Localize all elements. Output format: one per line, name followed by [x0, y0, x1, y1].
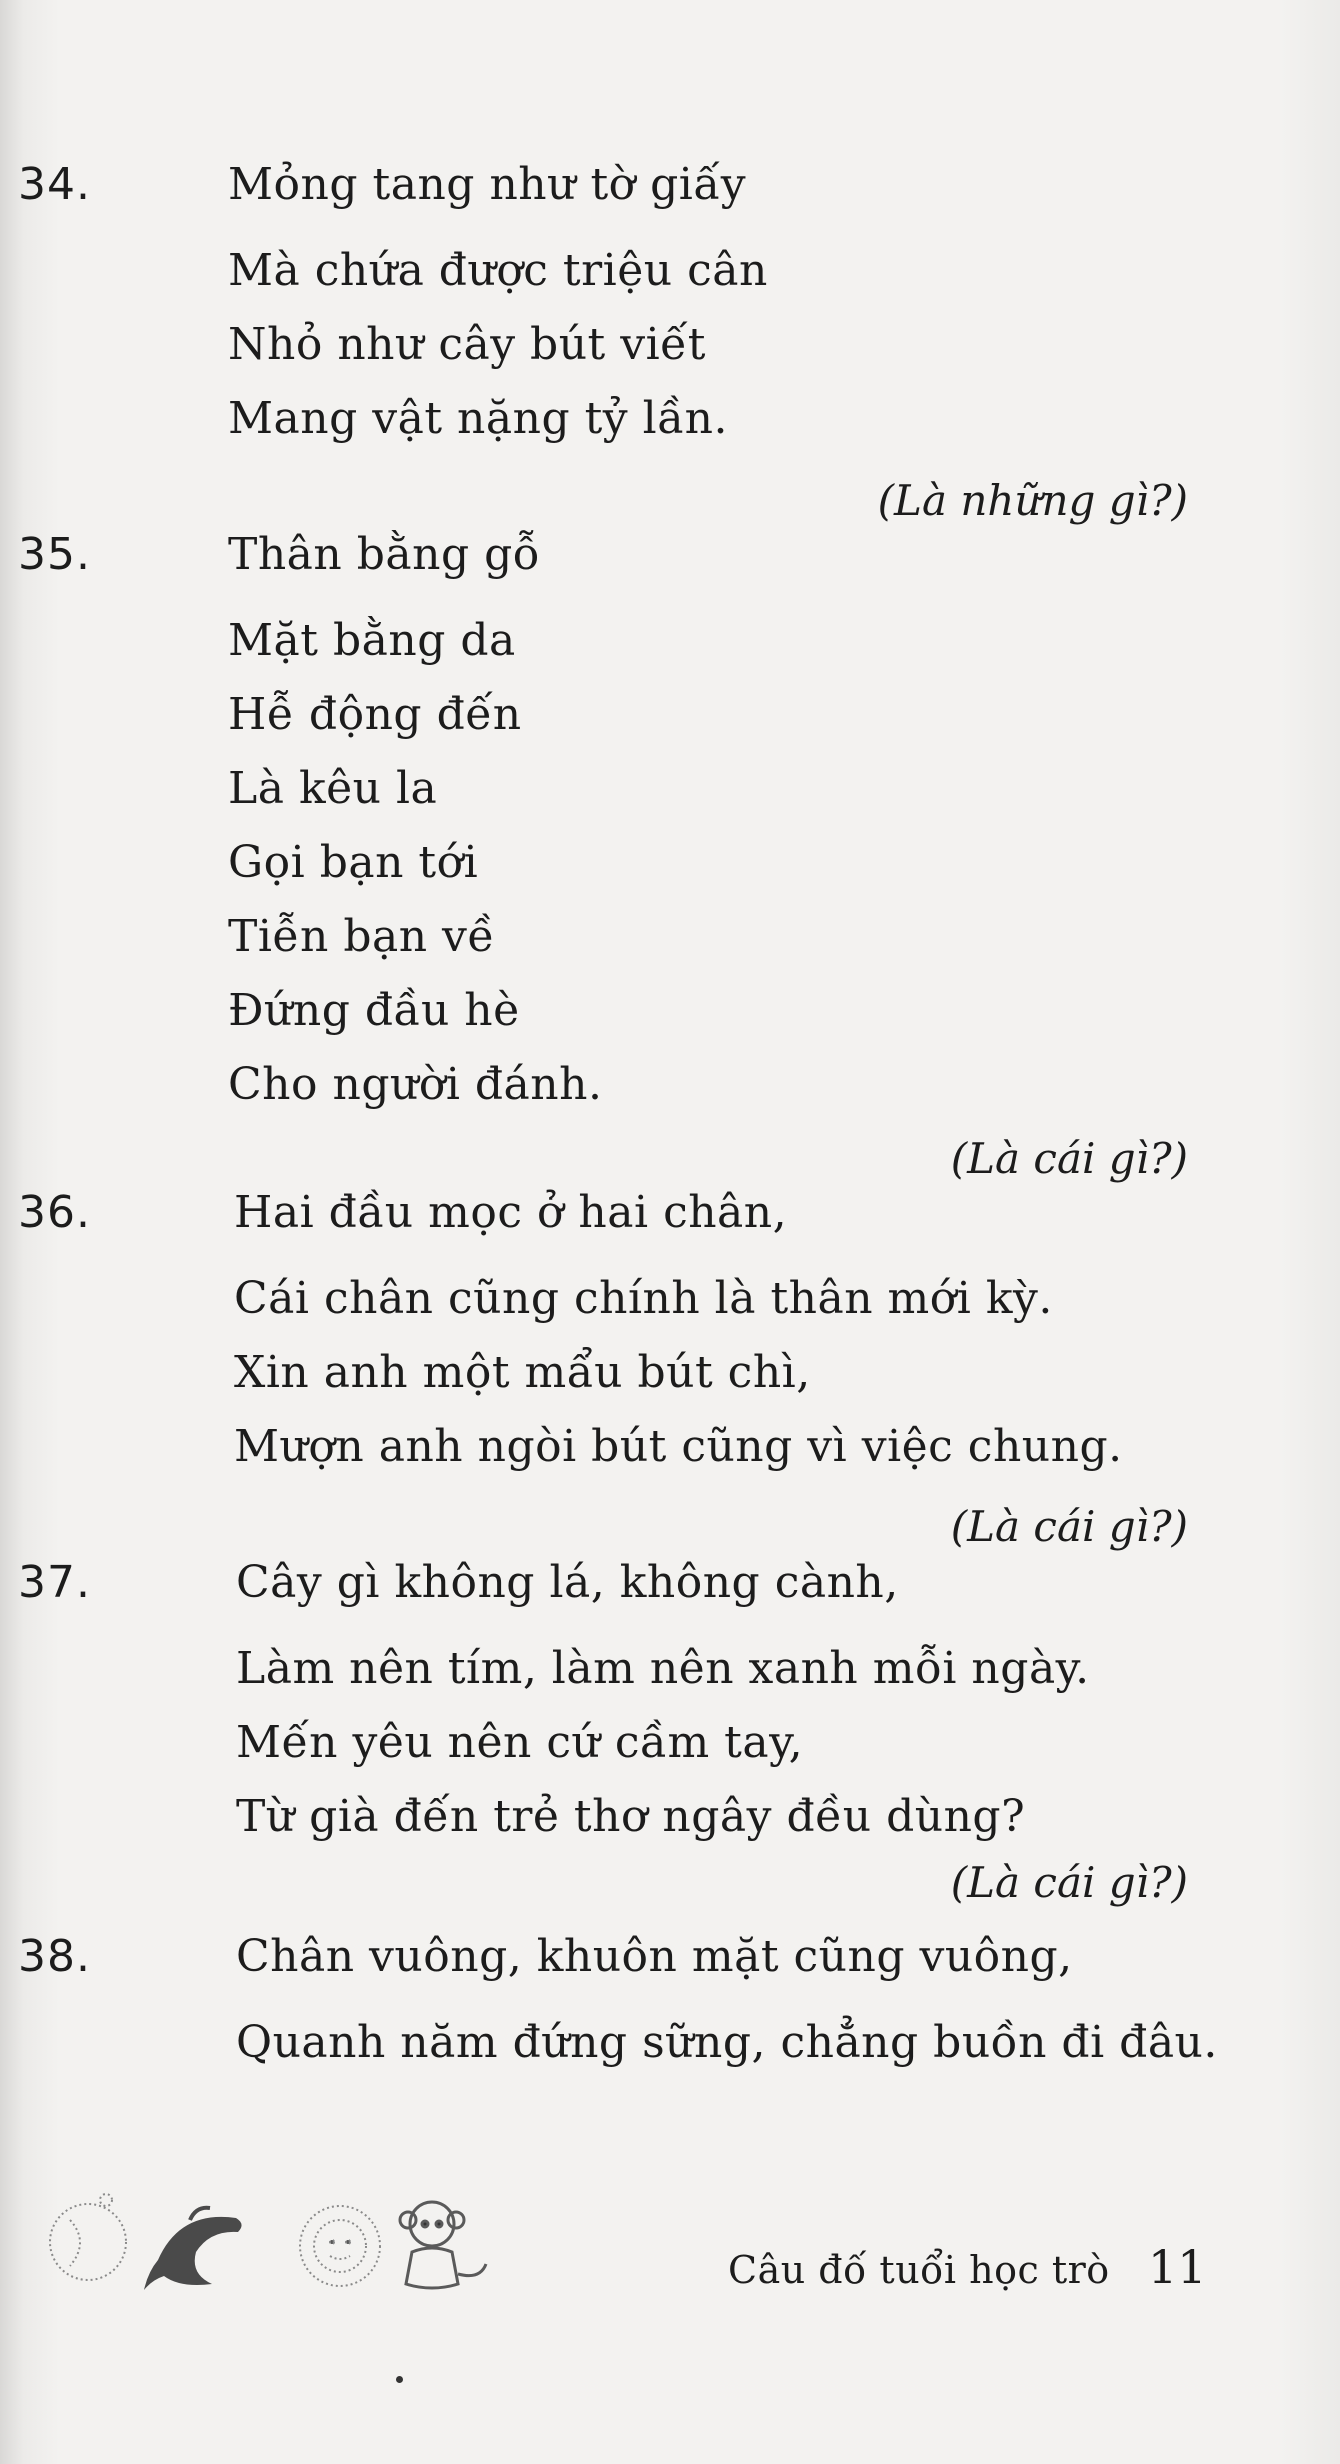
riddle-number: 36.: [18, 1187, 91, 1238]
sun-icon: [300, 2206, 380, 2286]
print-speck: [396, 2376, 403, 2383]
riddle-line: Nhỏ như cây bút viết: [228, 319, 706, 370]
riddle-line: Mến yêu nên cứ cầm tay,: [236, 1717, 804, 1768]
riddle-line: Tiễn bạn về: [228, 911, 495, 962]
riddle-line: Mỏng tang như tờ giấy: [228, 159, 747, 210]
riddle-number: 38.: [18, 1931, 91, 1982]
riddle-line: Hai đầu mọc ở hai chân,: [234, 1187, 788, 1238]
riddle-line: Chân vuông, khuôn mặt cũng vuông,: [236, 1931, 1073, 1982]
riddle-lines: [228, 530, 602, 1122]
riddle-line: Mượn anh ngòi bút cũng vì việc chung.: [234, 1421, 1123, 1472]
riddle-line: Là kêu la: [228, 763, 438, 814]
riddle-line: Cho người đánh.: [228, 1059, 603, 1110]
dolphin-icon: [144, 2208, 242, 2290]
riddle-lines: [236, 1558, 1090, 1854]
riddle-line: Làm nên tím, làm nên xanh mỗi ngày.: [236, 1643, 1090, 1694]
riddle-answer-34: (Là những gì?): [877, 476, 1188, 525]
riddle-lines: [234, 1188, 1123, 1484]
book-title: Câu đố tuổi học trò: [728, 2248, 1110, 2292]
moon-icon: [50, 2194, 126, 2280]
riddle-line: Hễ động đến: [228, 689, 522, 740]
monkey-icon: [400, 2202, 486, 2288]
page-number: 11: [1148, 2240, 1207, 2294]
riddle-line: Từ già đến trẻ thơ ngây đều dùng?: [236, 1791, 1026, 1842]
riddle-line: Mà chứa được triệu cân: [228, 245, 768, 296]
riddle-lines: [236, 1932, 1218, 2080]
riddle-answer-35: (Là cái gì?): [950, 1134, 1188, 1183]
riddle-line: Cái chân cũng chính là thân mới kỳ.: [234, 1273, 1053, 1324]
riddle-line: Thân bằng gỗ: [228, 529, 541, 580]
riddle-line: Quanh năm đứng sững, chẳng buồn đi đâu.: [236, 2017, 1218, 2068]
riddle-line: Mang vật nặng tỷ lần.: [228, 393, 728, 444]
riddle-answer-36: (Là cái gì?): [950, 1502, 1188, 1551]
riddle-number: 34.: [18, 159, 91, 210]
footer-decorations: [40, 2180, 520, 2300]
riddle-line: Mặt bằng da: [228, 615, 516, 666]
riddle-line: Xin anh một mẩu bút chì,: [234, 1347, 811, 1398]
riddle-answer-37: (Là cái gì?): [950, 1858, 1188, 1907]
riddle-number: 37.: [18, 1557, 91, 1608]
riddle-line: Gọi bạn tới: [228, 837, 479, 888]
riddle-number: 35.: [18, 529, 91, 580]
riddle-line: Đứng đầu hè: [228, 985, 520, 1036]
riddle-lines: [228, 160, 768, 456]
riddle-line: Cây gì không lá, không cành,: [236, 1557, 899, 1608]
